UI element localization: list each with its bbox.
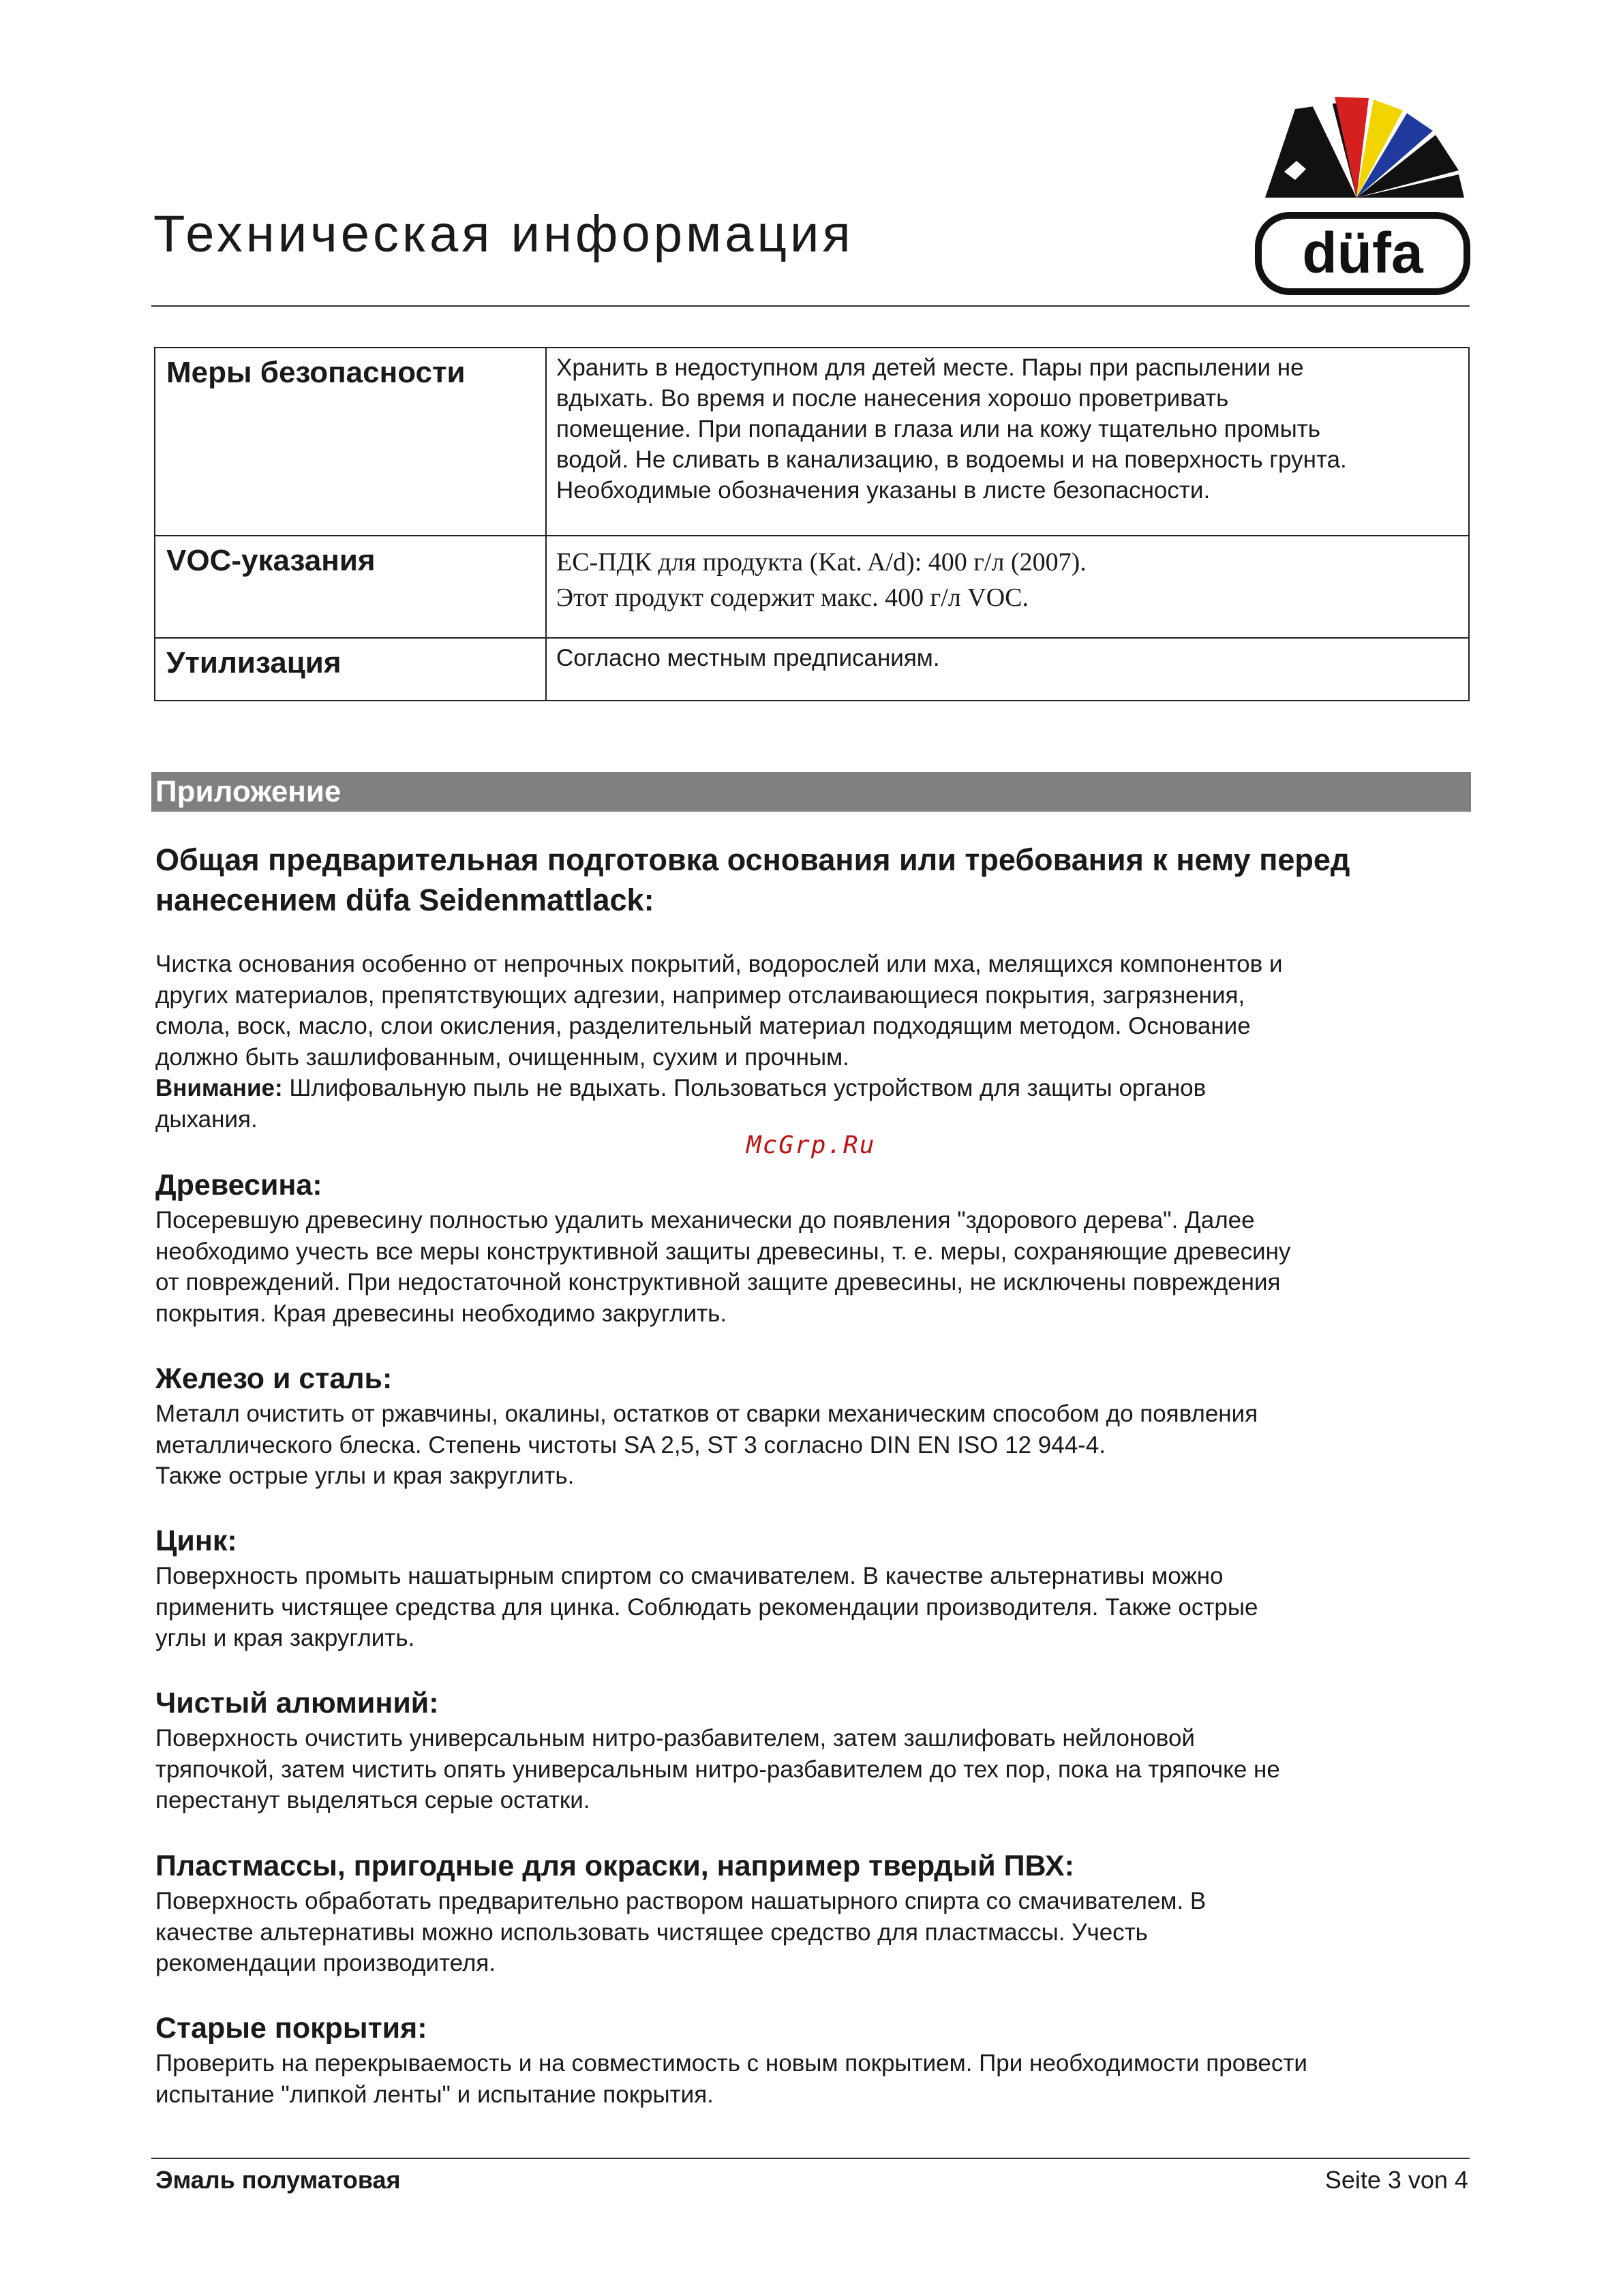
info-table — [154, 347, 1470, 701]
row-label: VOC-указания — [155, 536, 546, 638]
intro-paragraph — [155, 949, 1471, 1135]
text-line: Поверхность обработать предварительно раствором нашатырного спирта со смачивателем. В — [155, 1888, 1207, 1914]
attention-line — [155, 1073, 1471, 1104]
section-body-wood — [155, 1205, 1471, 1329]
section-body-aluminium — [155, 1723, 1471, 1816]
logo-fan-icon — [1265, 97, 1464, 198]
table-row — [155, 536, 1469, 638]
row-label: Утилизация — [155, 638, 546, 701]
logo-wordmark: düfa — [1302, 221, 1423, 285]
text-line: Металл очистить от ржавчины, окалины, остатков от сварки механическим способом до появления — [155, 1400, 1258, 1427]
text-line: дыхания. — [155, 1105, 258, 1133]
section-title-iron-steel: Железо и сталь: — [155, 1362, 393, 1395]
text-line: качестве альтернативы можно использовать чистящее средство для пластмассы. Учесть — [155, 1918, 1148, 1946]
dufa-logo — [1254, 95, 1472, 300]
text-line: водой. Не сливать в канализацию, в водоемы и на поверхность грунта. — [556, 446, 1347, 473]
text-line: необходимо учесть все меры конструктивной защиты древесины, т. е. меры, сохраняющие древесину — [155, 1238, 1291, 1265]
section-title-plastics: Пластмассы, пригодные для окраски, например твердый ПВХ: — [155, 1850, 1074, 1882]
section-body-old-coatings — [155, 2048, 1471, 2110]
text-line: других материалов, препятствующих адгезии, например отслаивающиеся покрытия, загрязнения, — [155, 981, 1245, 1009]
row-label: Меры безопасности — [155, 348, 546, 536]
text-line: Поверхность очистить универсальным нитро-разбавителем, затем зашлифовать нейлоновой — [155, 1725, 1195, 1751]
text-line: Проверить на перекрываемость и на совместимость с новым покрытием. При необходимости провести — [155, 2050, 1307, 2077]
text-line: покрытия. Края древесины необходимо закруглить. — [155, 1300, 727, 1327]
section-title-old-coatings: Старые покрытия: — [155, 2012, 427, 2045]
text-line: испытание "липкой ленты" и испытание покрытия. — [155, 2081, 714, 2108]
heading-line: нанесением düfa Seidenmattlack: — [155, 883, 654, 917]
text-line: Поверхность промыть нашатырным спиртом со смачивателем. В качестве альтернативы можно — [155, 1563, 1224, 1589]
text-line: ЕС-ПДК для продукта (Kat. A/d): 400 г/л (2007). — [556, 548, 1087, 577]
text-line: от повреждений. При недостаточной конструктивной защите древесины, не исключены повреждения — [155, 1269, 1281, 1296]
table-row — [155, 348, 1469, 536]
text-line: Чистка основания особенно от непрочных покрытий, водорослей или мха, мелящихся компонентов и — [155, 951, 1283, 977]
text-line: Посеревшую древесину полностью удалить механически до появления "здорового дерева". Далее — [155, 1207, 1255, 1234]
appendix-heading — [155, 840, 1464, 920]
page-title: Техническая информация — [153, 205, 854, 263]
header-rule — [151, 305, 1470, 307]
text-line: должно быть зашлифованным, очищенным, сухим и прочным. — [155, 1043, 849, 1071]
attention-text: Шлифовальную пыль не вдыхать. Пользоваться устройством для защиты органов — [282, 1075, 1207, 1101]
footer-rule — [151, 2158, 1470, 2159]
text-line: Необходимые обозначения указаны в листе безопасности. — [556, 477, 1211, 504]
section-bar-appendix: Приложение — [151, 772, 1471, 812]
attention-label: Внимание: — [155, 1075, 283, 1101]
row-value — [546, 638, 1469, 701]
section-body-iron-steel — [155, 1398, 1471, 1492]
watermark: McGrp.Ru — [746, 1131, 876, 1159]
section-title-aluminium: Чистый алюминий: — [155, 1687, 439, 1719]
section-body-plastics — [155, 1886, 1471, 1979]
row-value — [546, 348, 1469, 536]
text-line: смола, воск, масло, слои окисления, разделительный материал подходящим методом. Основание — [155, 1013, 1251, 1039]
text-line: Также острые углы и края закруглить. — [155, 1463, 575, 1489]
text-line: Согласно местным предписаниям. — [556, 645, 940, 671]
text-line: рекомендации производителя. — [155, 1950, 496, 1976]
heading-line: Общая предварительная подготовка основания или требования к нему перед — [155, 842, 1350, 877]
text-line: вдыхать. Во время и после нанесения хорошо проветривать — [556, 385, 1229, 412]
section-title-wood: Древесина: — [155, 1169, 322, 1201]
text-line: перестанут выделяться серые остатки. — [155, 1787, 590, 1813]
text-line: применить чистящее средства для цинка. Соблюдать рекомендации производителя. Также острые — [155, 1593, 1258, 1621]
row-value — [546, 536, 1469, 638]
text-line: Этот продукт содержит макс. 400 г/л VOC. — [556, 583, 1029, 612]
section-title-zinc: Цинк: — [155, 1525, 237, 1557]
text-line: Хранить в недоступном для детей месте. Пары при распылении не — [556, 354, 1304, 381]
text-line: тряпочкой, затем чистить опять универсальным нитро-разбавителем до тех пор, пока на тряпочке не — [155, 1756, 1280, 1783]
footer-page-number: Seite 3 von 4 — [1324, 2166, 1468, 2194]
footer-product-name: Эмаль полуматовая — [155, 2166, 401, 2194]
section-body-zinc — [155, 1561, 1471, 1654]
text-line: металлического блеска. Степень чистоты SA 2,5, ST 3 согласно DIN EN ISO 12 944-4. — [155, 1431, 1106, 1458]
text-line: углы и края закруглить. — [155, 1625, 415, 1651]
text-line: помещение. При попадании в глаза или на кожу тщательно промыть — [556, 416, 1321, 442]
table-row — [155, 638, 1469, 701]
